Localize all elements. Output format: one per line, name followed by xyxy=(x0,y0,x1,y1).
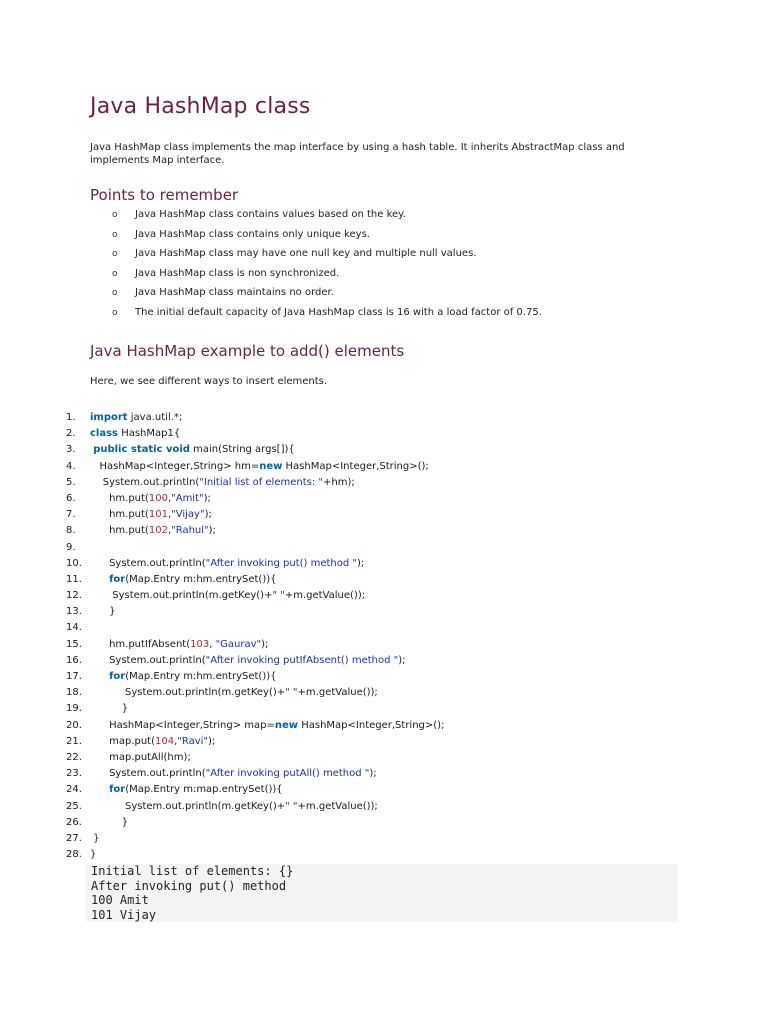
line-number: 26. xyxy=(66,816,82,828)
code-token-str: "After invoking putAll() method " xyxy=(205,768,370,780)
code-token: System.out.println(m.getKey()+ xyxy=(90,590,273,602)
code-token: map.putAll(hm); xyxy=(90,751,191,763)
point-item xyxy=(110,306,670,326)
code-text xyxy=(90,475,355,491)
code-token: } xyxy=(90,849,97,861)
code-token: , xyxy=(167,509,172,521)
code-token-kw: new xyxy=(274,719,299,731)
code-token: hm.putIfAbsent( xyxy=(90,638,191,650)
code-token-str: "Vijay" xyxy=(171,509,205,521)
bullet-icon: o xyxy=(112,210,118,220)
bullet-icon: o xyxy=(112,268,118,279)
code-token: +m.getValue()); xyxy=(297,800,378,812)
code-text xyxy=(90,734,215,750)
code-token: (Map.Entry m:hm.entrySet()){ xyxy=(125,671,277,682)
line-number: 15. xyxy=(66,638,82,650)
line-number: 22. xyxy=(66,751,82,763)
code-token-str: "Amit" xyxy=(171,492,204,504)
code-block xyxy=(66,410,706,863)
code-text xyxy=(90,556,364,572)
point-item xyxy=(110,286,670,306)
code-token: ); xyxy=(208,525,216,537)
code-line xyxy=(66,507,706,523)
code-token-kw: for xyxy=(109,784,126,796)
line-number: 20. xyxy=(66,719,82,731)
code-token: ); xyxy=(357,557,365,569)
code-token-kw: new xyxy=(259,460,283,472)
code-line xyxy=(66,734,706,750)
line-number: 18. xyxy=(66,687,82,699)
code-token: java.util.*; xyxy=(127,412,183,423)
point-text: Java HashMap class contains values based on the key. xyxy=(135,209,406,220)
code-token: HashMap<Integer,String> hm= xyxy=(90,460,260,472)
code-line xyxy=(66,669,706,685)
code-text xyxy=(90,523,216,539)
code-token: HashMap1{ xyxy=(118,428,181,440)
line-number: 21. xyxy=(66,735,82,747)
code-text xyxy=(90,637,268,653)
code-token: } xyxy=(90,816,129,828)
code-token: ); xyxy=(208,735,216,747)
code-token: } xyxy=(90,606,116,618)
code-token: ); xyxy=(204,509,212,521)
code-text xyxy=(90,459,429,475)
point-text: Java HashMap class maintains no order. xyxy=(135,287,334,298)
line-number: 2. xyxy=(66,428,76,440)
line-number: 7. xyxy=(66,509,76,521)
code-line xyxy=(66,718,706,734)
code-text xyxy=(90,426,180,442)
bullet-icon: o xyxy=(112,307,118,318)
code-token-str: "After invoking put() method " xyxy=(205,557,357,569)
code-text xyxy=(90,604,115,620)
code-token: System.out.println( xyxy=(90,476,200,488)
code-token-str: " " xyxy=(285,800,298,812)
code-token-kw: public static void xyxy=(93,444,190,456)
code-text xyxy=(90,572,277,588)
points-heading: Points to remember xyxy=(90,186,239,204)
line-number: 28. xyxy=(66,849,82,861)
code-line xyxy=(66,491,706,507)
code-token: , xyxy=(209,638,216,650)
code-token: System.out.println( xyxy=(90,768,206,780)
code-token: , xyxy=(167,492,172,504)
code-line xyxy=(66,556,706,572)
code-token-str: " " xyxy=(285,687,298,699)
code-token-str: "Ravi" xyxy=(177,735,209,747)
code-line xyxy=(66,815,706,831)
code-token-str: "Rahul" xyxy=(171,525,209,537)
example-intro: Here, we see different ways to insert elements. xyxy=(90,376,328,387)
code-token: HashMap<Integer,String> map= xyxy=(90,719,275,731)
code-line xyxy=(66,604,706,620)
code-token: +m.getValue()); xyxy=(297,687,378,699)
bullet-icon: o xyxy=(112,288,118,298)
output-line: 100 Amit xyxy=(91,893,149,907)
code-token-num: 101 xyxy=(148,509,168,521)
code-text xyxy=(90,491,211,507)
point-text: Java HashMap class is non synchronized. xyxy=(135,267,340,279)
code-token-num: 102 xyxy=(148,525,168,537)
code-line xyxy=(66,475,706,491)
code-token-kw: for xyxy=(109,671,126,682)
code-token: } xyxy=(90,703,129,715)
code-text xyxy=(90,653,406,669)
code-line xyxy=(66,847,706,863)
code-token: map.put( xyxy=(90,735,155,747)
code-token-kw: class xyxy=(90,428,119,440)
code-text xyxy=(90,847,96,863)
code-token: System.out.println( xyxy=(90,557,206,569)
line-number: 14. xyxy=(66,622,82,634)
points-list xyxy=(110,208,670,325)
bullet-icon: o xyxy=(112,249,118,259)
line-number: 13. xyxy=(66,606,82,618)
code-line xyxy=(66,637,706,653)
code-line xyxy=(66,782,706,798)
code-token: HashMap<Integer,String>(); xyxy=(282,460,429,472)
code-line xyxy=(66,620,706,636)
code-token-num: 100 xyxy=(148,492,168,504)
code-token: hm.put( xyxy=(90,492,149,504)
line-number: 5. xyxy=(66,476,76,488)
code-token: +hm); xyxy=(323,476,355,488)
line-number: 19. xyxy=(66,703,82,715)
code-token-kw: for xyxy=(109,573,126,585)
code-token: System.out.println( xyxy=(90,654,206,666)
code-line xyxy=(66,831,706,847)
line-number: 23. xyxy=(66,768,82,780)
code-line xyxy=(66,750,706,766)
line-number: 16. xyxy=(66,654,82,666)
line-number: 25. xyxy=(66,800,82,812)
code-text xyxy=(90,815,128,831)
code-token: ); xyxy=(398,654,406,666)
code-line xyxy=(66,523,706,539)
code-text xyxy=(90,669,277,685)
line-number: 10. xyxy=(66,557,82,569)
code-text xyxy=(90,588,365,604)
code-token: hm.put( xyxy=(90,525,149,537)
code-line xyxy=(66,766,706,782)
line-number: 11. xyxy=(66,573,82,585)
code-token-kw: import xyxy=(90,412,128,423)
code-token: hm.put( xyxy=(90,509,149,521)
code-text xyxy=(90,750,191,766)
code-token-str: "After invoking putIfAbsent() method " xyxy=(205,654,399,666)
code-line xyxy=(66,799,706,815)
code-token: ); xyxy=(261,638,269,650)
line-number: 17. xyxy=(66,671,82,682)
code-text xyxy=(90,507,212,523)
code-token: , xyxy=(174,735,178,747)
point-text: The initial default capacity of Java HashMap class is 16 with a load factor of 0.75. xyxy=(135,306,542,318)
code-text xyxy=(90,685,378,701)
code-token-str: " " xyxy=(272,590,285,602)
code-token: (Map.Entry m:hm.entrySet()){ xyxy=(125,573,277,585)
code-token: ); xyxy=(369,768,377,780)
line-number: 1. xyxy=(66,412,76,423)
code-text xyxy=(90,718,444,734)
point-item xyxy=(110,247,670,267)
code-text xyxy=(90,442,295,458)
line-number: 4. xyxy=(66,460,76,472)
code-token: ); xyxy=(203,492,211,504)
line-number: 6. xyxy=(66,492,76,504)
line-number: 8. xyxy=(66,525,76,537)
code-token-str: "Gaurav" xyxy=(215,638,262,650)
code-token: +m.getValue()); xyxy=(284,590,366,602)
example-heading: Java HashMap example to add() elements xyxy=(90,342,405,360)
code-line xyxy=(66,701,706,717)
line-number: 12. xyxy=(66,590,82,602)
code-token: } xyxy=(90,832,100,844)
code-line xyxy=(66,426,706,442)
code-line xyxy=(66,459,706,475)
point-text: Java HashMap class may have one null key and multiple null values. xyxy=(135,248,477,259)
code-token: main(String args[]){ xyxy=(189,444,295,456)
code-line xyxy=(66,572,706,588)
code-token: (Map.Entry m:map.entrySet()){ xyxy=(125,784,283,796)
line-number: 24. xyxy=(66,784,82,796)
line-number: 27. xyxy=(66,832,82,844)
code-token-num: 104 xyxy=(154,735,175,747)
point-item xyxy=(110,228,670,248)
code-token: , xyxy=(167,525,172,537)
point-item xyxy=(110,267,670,287)
line-number: 3. xyxy=(66,444,76,456)
code-line xyxy=(66,588,706,604)
output-line: After invoking put() method xyxy=(91,878,287,893)
code-text xyxy=(90,766,377,782)
code-line xyxy=(66,410,706,426)
code-line xyxy=(66,685,706,701)
code-text xyxy=(90,799,378,815)
code-text xyxy=(90,701,128,717)
code-text xyxy=(90,410,182,426)
code-token: HashMap<Integer,String>(); xyxy=(298,719,445,731)
code-token xyxy=(90,784,109,795)
bullet-icon: o xyxy=(112,229,118,240)
code-token-str: "Initial list of elements: " xyxy=(199,476,323,488)
line-number: 9. xyxy=(66,541,76,553)
code-token-num: 103 xyxy=(190,638,210,650)
code-token: System.out.println(m.getKey()+ xyxy=(90,800,286,812)
code-line xyxy=(66,653,706,669)
point-item xyxy=(110,208,670,228)
intro-paragraph: Java HashMap class implements the map interface by using a hash table. It inherits AbstractMap class and implements Map interface. xyxy=(90,142,625,166)
code-line xyxy=(66,442,706,458)
output-line: Initial list of elements: {} xyxy=(91,864,294,878)
point-text: Java HashMap class contains only unique keys. xyxy=(135,228,370,240)
output-line: 101 Vijay xyxy=(91,907,157,922)
code-token: System.out.println(m.getKey()+ xyxy=(90,687,286,699)
page-title: Java HashMap class xyxy=(90,94,311,119)
code-text xyxy=(90,782,283,798)
code-token xyxy=(90,671,109,682)
code-line xyxy=(66,540,706,556)
code-token xyxy=(90,574,109,585)
code-text xyxy=(90,831,100,847)
output-block xyxy=(86,864,678,922)
